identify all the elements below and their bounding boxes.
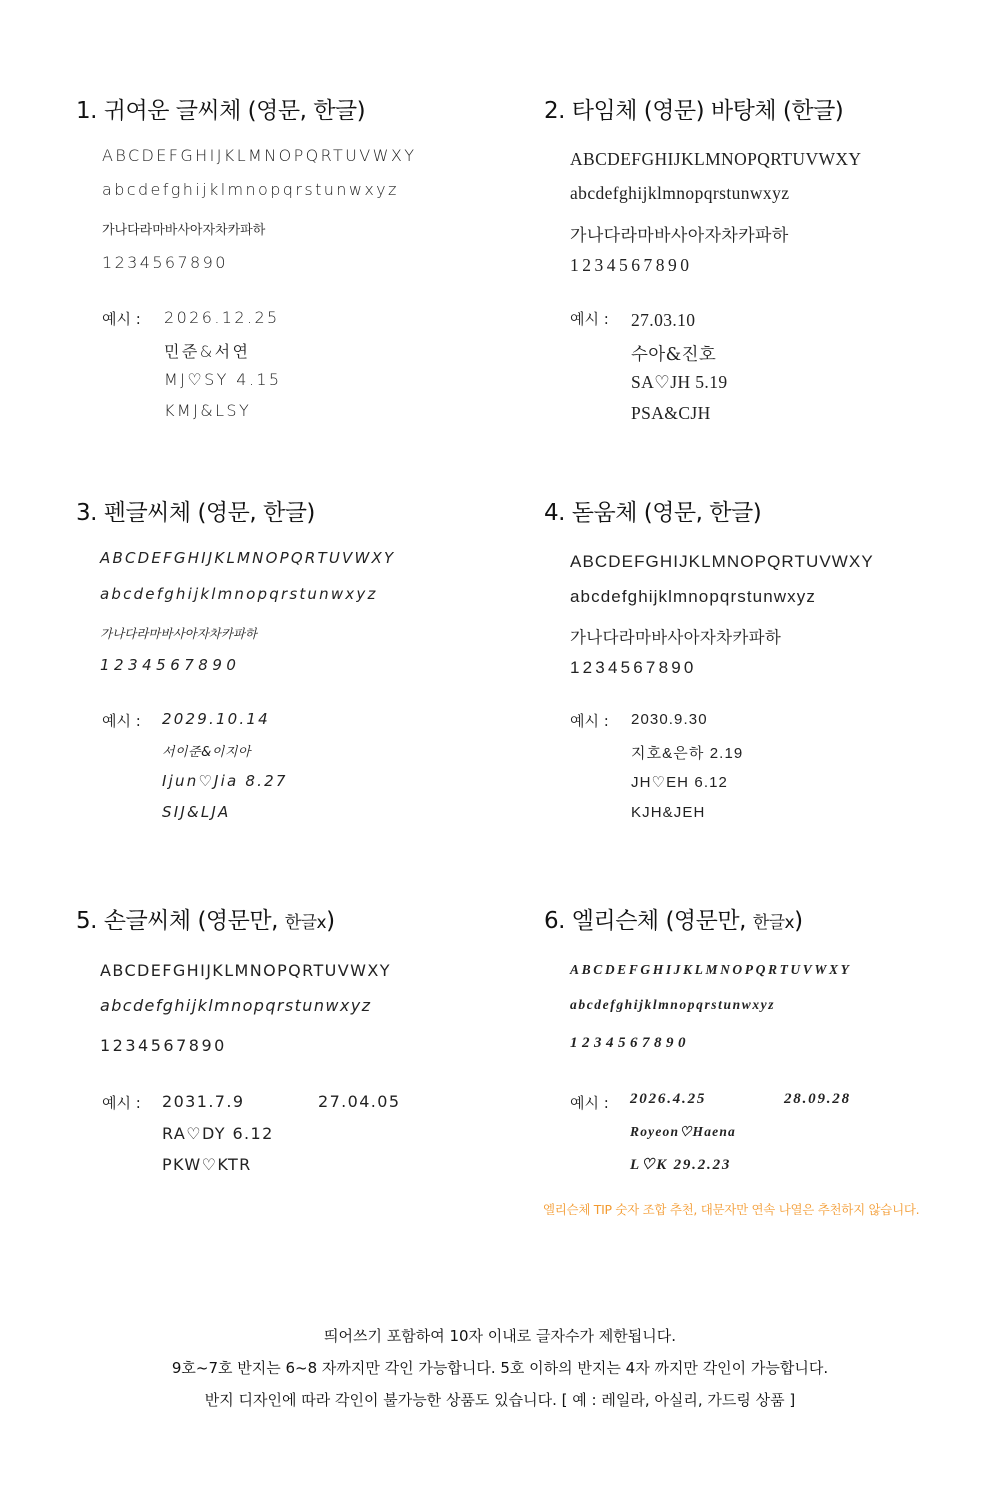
sample-lowercase: abcdefghijklmnopqrstunwxyz — [570, 997, 776, 1012]
font-section-cute — [76, 96, 516, 420]
example-date: 2026.12.25 — [164, 308, 280, 327]
example-initials: KMJ&LSY — [164, 401, 252, 420]
sample-uppercase: ABCDEFGHIJKLMNOPQRTUVWXY — [100, 549, 396, 567]
example-date-alt: 28.09.28 — [784, 1091, 851, 1107]
example-initials: PSA&CJH — [631, 403, 711, 423]
ellis-tip: 엘리슨체 TIP 숫자 조합 추천, 대문자만 연속 나열은 추천하지 않습니다. — [543, 1202, 920, 1217]
example-label: 예시 : — [570, 1094, 609, 1112]
sample-lowercase: abcdefghijklmnopqrstunwxyz — [100, 996, 372, 1015]
example-label: 예시 : — [102, 712, 141, 730]
engraving-notes — [0, 1320, 1000, 1416]
section-title-end: ) — [326, 908, 335, 934]
section-title-end: ) — [794, 908, 803, 934]
font-section-dotum — [544, 498, 984, 821]
sample-lowercase: abcdefghijklmnopqrstunwxyz — [102, 180, 399, 199]
sample-lowercase: abcdefghijklmnopqrstunwxyz — [570, 587, 816, 606]
sample-digits: 1234567890 — [570, 255, 693, 275]
section-title: 1. 귀여운 글씨체 (영문, 한글) — [76, 98, 366, 124]
example-date-alt: 27.04.05 — [318, 1092, 401, 1111]
section-title: 2. 타임체 (영문) 바탕체 (한글) — [544, 98, 844, 124]
example-names: 수아&진호 — [631, 345, 717, 365]
sample-lowercase: abcdefghijklmnopqrstunwxyz — [100, 585, 378, 603]
example-initials: KJH&JEH — [631, 804, 706, 821]
sample-hangul: 가나다라마바사아자차카파하 — [100, 626, 257, 641]
example-label: 예시 : — [570, 310, 609, 328]
example-initials-date: L♡K 29.2.23 — [630, 1157, 732, 1173]
example-label: 예시 : — [102, 310, 141, 328]
sample-lowercase: abcdefghijklmnopqrstunwxyz — [570, 183, 790, 203]
sample-hangul: 가나다라마바사아자차카파하 — [570, 628, 782, 647]
section-title — [76, 906, 516, 938]
example-date: 2030.9.30 — [631, 711, 708, 728]
example-initials-date: JH♡EH 6.12 — [631, 774, 728, 791]
section-title-note: 한글x — [284, 913, 327, 933]
example-names: 서이준&이지아 — [162, 745, 251, 760]
example-names: 민준&서연 — [164, 342, 251, 361]
sample-digits: 1234567890 — [100, 656, 241, 674]
sample-uppercase: ABCDEFGHIJKLMNOPQRTUVWXY — [570, 962, 852, 977]
section-title: 4. 돋움체 (영문, 한글) — [544, 500, 762, 526]
note-line-3: 반지 디자인에 따라 각인이 불가능한 상품도 있습니다. [ 예 : 레일라, 아실리, 가드링 상품 ] — [204, 1391, 796, 1409]
sample-uppercase: ABCDEFGHIJKLMNOPQRTUVWXY — [570, 552, 874, 571]
example-label: 예시 : — [570, 712, 609, 730]
sample-uppercase: ABCDEFGHIJKLMNOPQRTUVWXY — [102, 146, 417, 165]
sample-uppercase: ABCDEFGHIJKLMNOPQRTUVWXY — [100, 961, 391, 980]
font-section-handwriting — [76, 906, 516, 1174]
section-title-note: 한글x — [752, 913, 795, 933]
sample-digits: 1234567890 — [570, 658, 697, 677]
sample-uppercase: ABCDEFGHIJKLMNOPQRTUVWXY — [570, 149, 862, 169]
note-line-1: 띄어쓰기 포함하여 10자 이내로 글자수가 제한됩니다. — [324, 1327, 676, 1345]
example-names: Royeon♡Haena — [630, 1124, 736, 1139]
sample-digits: 1234567890 — [102, 253, 228, 272]
section-title-main: 6. 엘리슨체 (영문만, — [544, 908, 753, 934]
sample-hangul: 가나다라마바사아자차카파하 — [102, 223, 266, 238]
note-line-2: 9호~7호 반지는 6~8 자까지만 각인 가능합니다. 5호 이하의 반지는 4자 까지만 각인이 가능합니다. — [171, 1359, 829, 1377]
font-section-pen — [76, 498, 516, 821]
example-date: 2026.4.25 — [630, 1091, 707, 1107]
section-title: 3. 펜글씨체 (영문, 한글) — [76, 500, 315, 526]
example-label: 예시 : — [102, 1094, 141, 1112]
example-date: 2029.10.14 — [162, 710, 270, 728]
section-title-main: 5. 손글씨체 (영문만, — [76, 908, 285, 934]
example-date: 27.03.10 — [631, 310, 696, 330]
font-section-time — [544, 96, 984, 423]
section-title — [544, 906, 984, 938]
font-section-ellis — [544, 906, 984, 1173]
example-initials-date: SA♡JH 5.19 — [631, 372, 728, 392]
example-initials-date: Ijun♡Jia 8.27 — [162, 772, 288, 790]
example-initials-date: RA♡DY 6.12 — [162, 1124, 274, 1143]
sample-hangul: 가나다라마바사아자차카파하 — [570, 226, 789, 246]
example-initials: PKW♡KTR — [162, 1155, 252, 1174]
sample-digits: 1234567890 — [100, 1036, 227, 1055]
example-date: 2031.7.9 — [162, 1092, 245, 1111]
sample-digits: 1234567890 — [570, 1035, 690, 1051]
example-initials-date: MJ♡SY 4.15 — [164, 370, 282, 389]
example-names: 지호&은하 2.19 — [631, 745, 744, 762]
example-initials: SIJ&LJA — [162, 803, 231, 821]
